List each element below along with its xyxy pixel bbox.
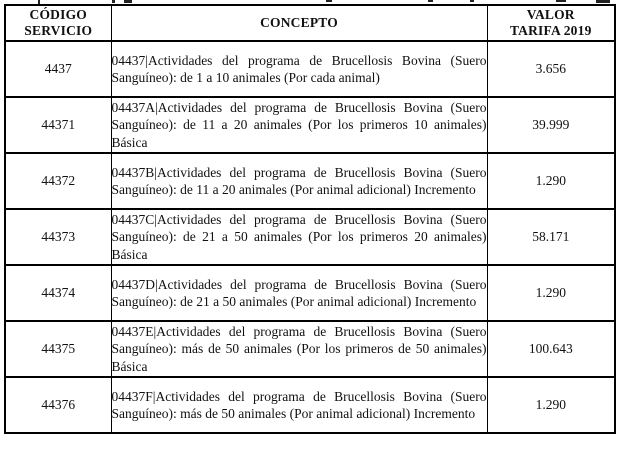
concept-cell: 04437C|Actividades del programa de Brucellosis Bovina (Suero Sanguíneo): de 21 a 50 animales (Por los primeros 20 animales) Básica: [111, 209, 487, 265]
tariff-value-cell: 1.290: [487, 377, 615, 433]
table-row: [5, 209, 615, 265]
table-row: [5, 153, 615, 209]
service-code-cell: 4437: [5, 41, 111, 97]
concept-cell: 04437A|Actividades del programa de Brucellosis Bovina (Suero Sanguíneo): de 11 a 20 animales (Por los primeros 10 animales) Básica: [111, 97, 487, 153]
service-code-cell: 44374: [5, 265, 111, 321]
header-row: [5, 5, 615, 41]
service-code-cell: 44373: [5, 209, 111, 265]
header-concepto: [111, 5, 487, 41]
table-row: [5, 41, 615, 97]
concept-cell: 04437E|Actividades del programa de Brucellosis Bovina (Suero Sanguíneo): más de 50 animales (Por los primeros de 50 animales) Básica: [111, 321, 487, 377]
tariff-value-cell: 1.290: [487, 153, 615, 209]
service-code-cell: 44375: [5, 321, 111, 377]
header-valor-tarifa: [487, 5, 615, 41]
concept-cell: 04437D|Actividades del programa de Brucellosis Bovina (Suero Sanguíneo): de 21 a 50 animales (Por animal adicional) Incremento: [111, 265, 487, 321]
tariff-value-cell: 39.999: [487, 97, 615, 153]
concept-cell: 04437|Actividades del programa de Brucellosis Bovina (Suero Sanguíneo): de 1 a 10 animales (Por cada animal): [111, 41, 487, 97]
service-code-cell: 44372: [5, 153, 111, 209]
table-row: [5, 97, 615, 153]
header-valor-line: VALOR: [526, 7, 575, 22]
concept-cell: 04437B|Actividades del programa de Brucellosis Bovina (Suero Sanguíneo): de 11 a 20 animales (Por animal adicional) Incremento: [111, 153, 487, 209]
tariff-table: [4, 4, 616, 434]
tariff-value-cell: 1.290: [487, 265, 615, 321]
header-concepto-line: CONCEPTO: [260, 15, 338, 30]
header-servicio-line: SERVICIO: [24, 23, 93, 38]
concept-cell: 04437F|Actividades del programa de Brucellosis Bovina (Suero Sanguíneo): más de 50 animales (Por animal adicional) Incremento: [111, 377, 487, 433]
tariff-value-cell: 58.171: [487, 209, 615, 265]
header-codigo-servicio: [5, 5, 111, 41]
header-tarifa-2019-line: TARIFA 2019: [509, 23, 592, 38]
table-row: [5, 321, 615, 377]
table-row: [5, 377, 615, 433]
tariff-value-cell: 3.656: [487, 41, 615, 97]
header-codigo-line: CÓDIGO: [29, 7, 87, 22]
table-body: [5, 41, 615, 433]
table-row: [5, 265, 615, 321]
table-header: [5, 5, 615, 41]
tariff-value-cell: 100.643: [487, 321, 615, 377]
service-code-cell: 44371: [5, 97, 111, 153]
service-code-cell: 44376: [5, 377, 111, 433]
